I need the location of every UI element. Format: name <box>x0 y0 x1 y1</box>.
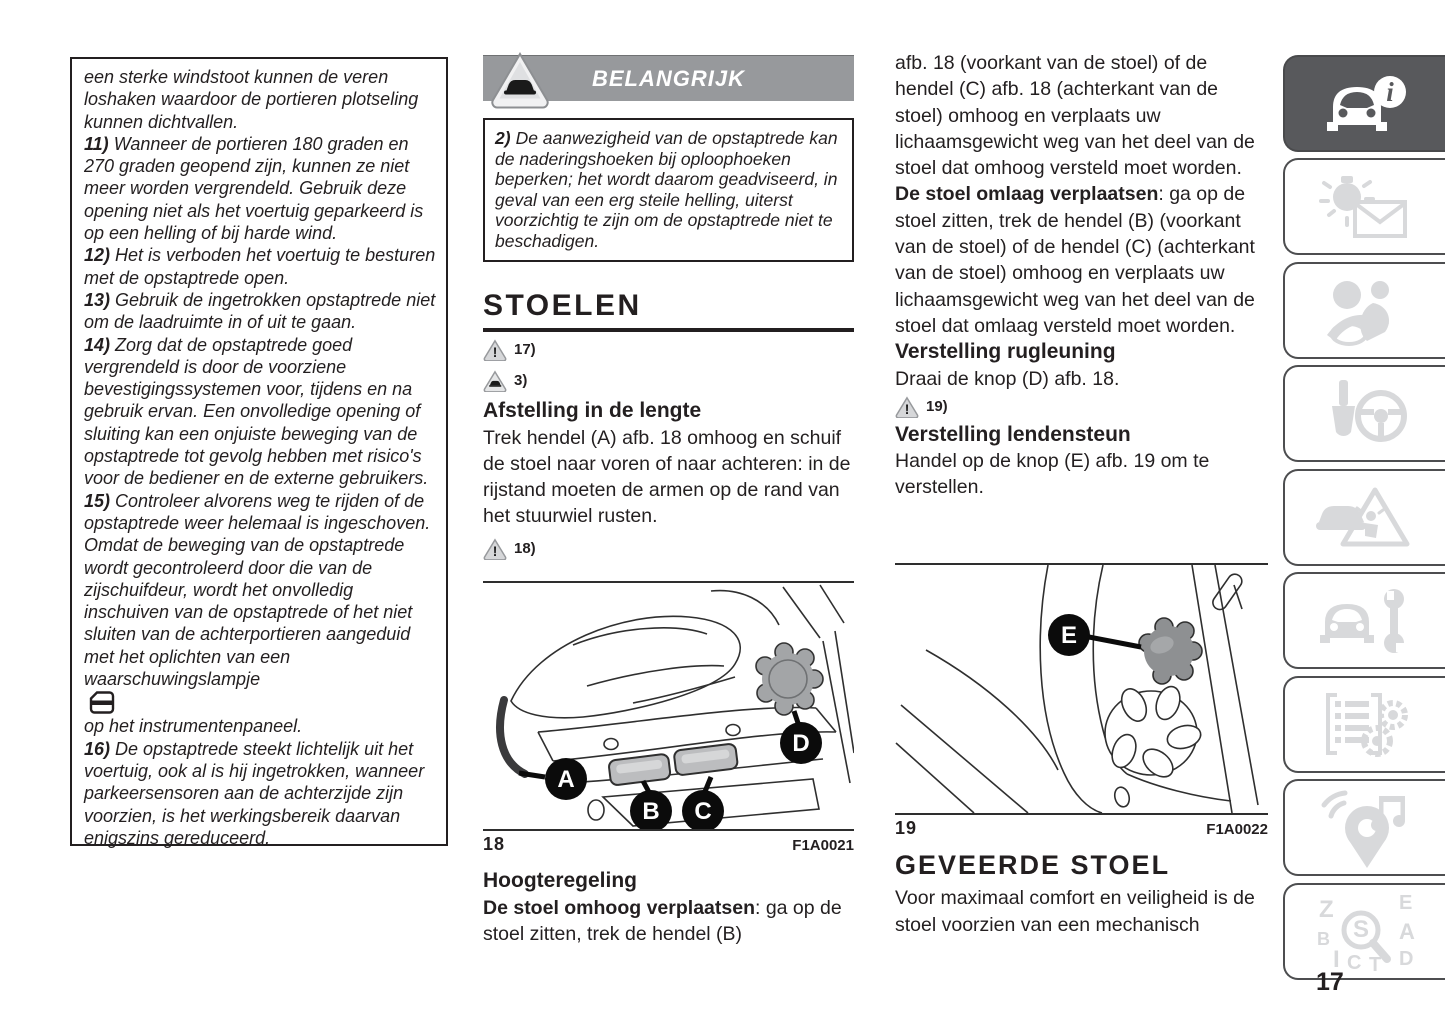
figure-18-seat-drawing <box>483 583 854 829</box>
seat-levers <box>608 743 738 785</box>
svg-text:D: D <box>1399 947 1414 970</box>
right-column <box>895 50 1268 501</box>
sidebar-tab-multimedia[interactable] <box>1283 779 1445 876</box>
caution-reference-row <box>483 368 854 394</box>
figure-number: 19 <box>895 818 918 838</box>
warning-paragraph: 16) De opstaptrede steekt lichtelijk uit het voertuig, ook al is hij ingetrokken, wanneer parkeersensoren aan de achterzijde zijn voorzien, is het werkingsbereik daarvan enigszins gereduceerd. <box>84 738 425 848</box>
important-banner-label: BELANGRIJK <box>591 66 745 91</box>
backrest-adjustment-text: Draai de knop (D) afb. 18. <box>895 367 1120 390</box>
sprung-seat-block <box>895 850 1268 939</box>
lumbar-knob-E <box>1139 618 1202 684</box>
car-info-icon <box>1313 66 1417 142</box>
svg-text:S: S <box>1352 915 1370 943</box>
svg-text:I: I <box>1333 945 1340 973</box>
figure-18 <box>483 581 854 855</box>
length-adjustment-text: Trek hendel (A) afb. 18 omhoog en schuif de stoel naar voren of naar achteren: in de rijstand moeten de armen op de rand van het stuurwiel rusten. <box>483 426 851 527</box>
sidebar-tab-index[interactable] <box>1283 883 1445 980</box>
subsection-title: Verstelling lendensteun <box>895 422 1131 446</box>
index-search-icon <box>1313 891 1417 973</box>
big-adjuster-knob <box>1105 683 1203 782</box>
warning-ref-label: 18) <box>514 540 536 558</box>
svg-text:E: E <box>1060 622 1078 649</box>
sidebar-tab-vehicle-info[interactable] <box>1283 55 1445 152</box>
sidebar-tab-safety[interactable] <box>1283 262 1445 359</box>
lumbar-adjustment-text: Handel op de knop (E) afb. 19 om te verstellen. <box>895 450 1210 499</box>
height-adjustment-block <box>483 868 854 948</box>
warnings-continued-box <box>70 57 448 846</box>
warning-reference-row <box>895 394 1268 420</box>
section-title-geveerde-stoel: GEVEERDE STOEL <box>895 850 1171 880</box>
breakdown-triangle-icon <box>1313 480 1417 556</box>
recline-knob-D <box>756 643 823 715</box>
subsection-title: Verstelling rugleuning <box>895 340 1116 364</box>
warning-paragraph: 15) Controleer alvorens weg te rijden of de opstaptrede weer helemaal is ingeschoven. Omdat de beweging van de opstaptrede wordt gecontroleerd door die van de zijschuifdeur, wordt het onvolledig inschuiven van de opstaptrede of het niet sluiten van de achterportieren aangeduid met het oplichten van een waarschuwingslampje op het instrumentenpaneel. <box>84 490 431 737</box>
svg-text:Z: Z <box>1319 895 1334 923</box>
door-open-warning-light-icon <box>88 690 116 715</box>
svg-text:!: ! <box>492 344 498 360</box>
figure-19 <box>895 563 1268 839</box>
note-box: 2) De aanwezigheid van de opstaptrede kan de naderingshoeken bij oploophoeken beperken; het wordt daarom geadviseerd, in geval van een erg steile helling, uiterst voorzichtig te zijn om de opstaptrede niet te beschadigen. <box>483 118 854 262</box>
warning-reference-row <box>483 337 854 363</box>
svg-text:T: T <box>1369 953 1382 973</box>
warning-paragraph: 11) Wanneer de portieren 180 graden en 270 graden geopend zijn, kunnen ze niet meer worden vergrendeld. Gebruik deze opening niet als het voertuig geparkeerd is op een helling of bij harde wind. <box>84 133 424 244</box>
figure-code: F1A0022 <box>1206 821 1268 838</box>
warning-triangle-icon <box>483 538 507 560</box>
warning-triangle-icon <box>483 339 507 361</box>
subsection-title: Afstelling in de lengte <box>483 398 702 422</box>
airbag-safety-icon <box>1315 273 1415 349</box>
warning-light-message-icon <box>1315 170 1415 244</box>
caution-ref-label: 3) <box>514 372 528 390</box>
sidebar-tab-starting-driving[interactable] <box>1283 365 1445 462</box>
height-adjustment-text: De stoel omhoog verplaatsen: ga op de stoel zitten, trek de hendel (B) <box>483 896 842 945</box>
key-steering-wheel-icon <box>1315 376 1415 452</box>
sprung-seat-text: Voor maximaal comfort en veiligheid is de stoel voorzien van een mechanisch <box>895 887 1255 936</box>
svg-text:B: B <box>1317 928 1330 949</box>
warning-paragraph: 14) Zorg dat de opstaptrede goed vergrendeld is door de voorziene bevestigingssystemen voor, tijdens en na gebruik ervan. Een onvolledige opening of sluiting kan een onjuiste beweging van de opstaptrede tot gevolg hebben met risico's voor de bediener en de externe gebruikers. <box>84 334 429 489</box>
sidebar-tab-service[interactable] <box>1283 572 1445 669</box>
page-number: 17 <box>1316 968 1344 996</box>
warning-ref-label: 19) <box>926 397 948 415</box>
important-banner <box>483 55 854 101</box>
warning-paragraph: een sterke windstoot kunnen de veren loshaken waardoor de portieren plotseling kunnen dichtvallen. <box>84 67 419 132</box>
warning-paragraph: 13) Gebruik de ingetrokken opstaptrede niet om de laadruimte in of uit te gaan. <box>84 289 436 333</box>
svg-text:A: A <box>1399 918 1415 944</box>
car-wrench-icon <box>1313 583 1417 659</box>
sidebar-tab-emergency[interactable] <box>1283 469 1445 566</box>
svg-text:E: E <box>1399 891 1413 914</box>
svg-text:A: A <box>557 766 575 793</box>
seat-up-text: afb. 18 (voorkant van de stoel) of de hendel (C) afb. 18 (achterkant van de stoel) omhoog en verplaats uw lichaamsgewicht weg van het deel van de stoel dat omhoog versteld moet worden. <box>895 52 1255 180</box>
sidebar-tab-warning-lights[interactable] <box>1283 158 1445 255</box>
car-cone-warning-icon <box>488 51 552 109</box>
multimedia-nav-icon <box>1315 788 1415 868</box>
section-title-stoelen: STOELEN <box>483 289 854 332</box>
svg-text:i: i <box>1386 76 1394 107</box>
figure-number: 18 <box>483 834 506 854</box>
svg-text:!: ! <box>904 401 910 417</box>
svg-text:D: D <box>792 730 810 757</box>
svg-text:B: B <box>642 798 660 825</box>
svg-text:!: ! <box>492 543 498 559</box>
svg-text:C: C <box>694 798 712 825</box>
figure-code: F1A0021 <box>792 837 854 854</box>
warning-reference-row <box>483 536 854 562</box>
specs-gears-icon <box>1315 687 1415 763</box>
sidebar-tab-technical-data[interactable] <box>1283 676 1445 773</box>
seat-down-text: De stoel omlaag verplaatsen: ga op de stoel zitten, trek de hendel (B) (voorkant van de stoel) of de hendel (C) (achterkant van de stoel) omhoog en verplaats uw lichaamsgewicht weg van het deel van de stoel dat omlaag versteld moet worden. <box>895 183 1255 337</box>
warning-triangle-icon <box>895 396 919 418</box>
car-cone-small-icon <box>483 370 507 392</box>
middle-column <box>483 55 854 562</box>
figure-19-seat-drawing <box>895 565 1268 813</box>
subsection-title: Hoogteregeling <box>483 869 638 892</box>
warning-paragraph: 12) Het is verboden het voertuig te besturen met de opstaptrede open. <box>84 245 436 288</box>
svg-text:C: C <box>1347 951 1362 973</box>
warning-ref-label: 17) <box>514 341 536 359</box>
